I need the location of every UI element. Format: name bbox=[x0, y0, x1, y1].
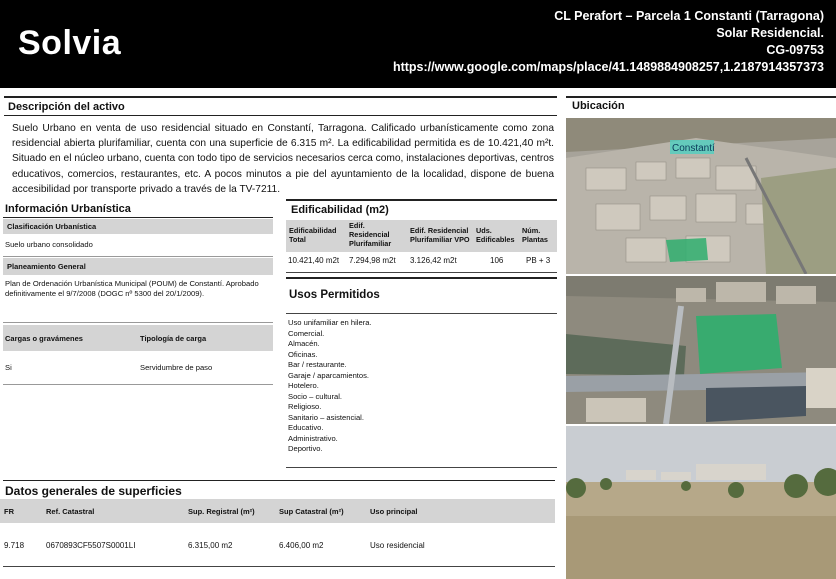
page-header bbox=[0, 0, 836, 88]
list-item: Bar / restaurante. bbox=[288, 360, 347, 369]
datos-col-fr: FR bbox=[4, 507, 14, 516]
datos-title: Datos generales de superficies bbox=[5, 484, 182, 498]
edif-col-plantas: Núm. Plantas bbox=[522, 226, 548, 244]
aerial-town-photo bbox=[566, 118, 836, 274]
datos-table-header bbox=[0, 499, 555, 523]
edif-col-vpo: Edif. Residencial Plurifamiliar VPO bbox=[410, 226, 470, 244]
edificabilidad-table-header bbox=[286, 220, 557, 252]
planeamiento-value: Plan de Ordenación Urbanística Municipal (POUM) de Constantí. Aprobado definitivamente el 9/7/2008 (DOGC nº 5300 del 20/1/2009). bbox=[5, 279, 259, 299]
clasificacion-value: Suelo urbano consolidado bbox=[5, 240, 93, 249]
edif-uds-value: 106 bbox=[490, 256, 504, 265]
divider bbox=[4, 115, 557, 116]
list-item: Religioso. bbox=[288, 402, 322, 411]
divider bbox=[3, 322, 273, 323]
divider bbox=[286, 467, 557, 468]
list-item: Sanitario – asistencial. bbox=[288, 412, 364, 422]
datos-registral-value: 6.315,00 m2 bbox=[188, 541, 233, 550]
map-town-label: Constantí bbox=[672, 143, 715, 154]
datos-catastral-value: 6.406,00 m2 bbox=[279, 541, 324, 550]
usos-title: Usos Permitidos bbox=[289, 289, 380, 301]
edif-col-uds: Uds. Edificables bbox=[476, 226, 515, 244]
ubicacion-title: Ubicación bbox=[572, 100, 625, 112]
list-item: Deportivo. bbox=[288, 444, 323, 453]
maps-link[interactable]: https://www.google.com/maps/place/41.1489884908257,1.2187914357373 bbox=[392, 60, 824, 74]
list-item: Almacén. bbox=[288, 339, 320, 348]
divider bbox=[3, 256, 273, 257]
clasificacion-label: Clasificación Urbanística bbox=[3, 219, 273, 234]
planeamiento-label: Planeamiento General bbox=[3, 258, 273, 275]
divider bbox=[286, 277, 557, 279]
usos-list bbox=[288, 318, 372, 455]
edif-total-value: 10.421,40 m2t bbox=[288, 256, 340, 265]
edif-plantas-value: PB + 3 bbox=[526, 256, 551, 265]
datos-col-catastral: Sup Catastral (m²) bbox=[279, 507, 344, 516]
datos-col-registral: Sup. Registral (m²) bbox=[188, 507, 255, 516]
list-item: Administrativo. bbox=[288, 433, 338, 443]
edif-col-plurifamiliar: Edif. Residencial Plurifamiliar bbox=[349, 221, 392, 248]
asset-address: CL Perafort – Parcela 1 Constanti (Tarragona) bbox=[554, 9, 824, 23]
tipologia-label: Tipología de carga bbox=[140, 334, 207, 343]
divider bbox=[3, 384, 273, 385]
descripcion-text: Suelo Urbano en venta de uso residencial situado en Constantí, Tarragona. Calificado urbanísticamente como zona residencial abierta plurifamiliar, cuenta con una superficie de 6.315 m². La edificabilidad permitida es de 10.421,40 m²t. Situado en el núcleo urbano, cuenta con todo tipo de servicios necesarios cerca como, instalaciones deportivas, centros educativos, comercios, restaurantes, etc. A pocos minutos a pie del ayuntamiento de la localidad, dispone de buena accesibilidad por transporte privado a través de la TV-7211. bbox=[12, 123, 554, 195]
asset-code: CG-09753 bbox=[766, 43, 824, 57]
divider bbox=[566, 96, 836, 98]
datos-col-uso: Uso principal bbox=[370, 507, 418, 516]
edif-vpo-value: 3.126,42 m2t bbox=[410, 256, 457, 265]
edif-col-total: Edificabilidad Total bbox=[289, 226, 337, 244]
list-item: Educativo. bbox=[288, 423, 324, 432]
edificabilidad-title: Edificabilidad (m2) bbox=[291, 204, 389, 216]
cargas-value: Si bbox=[5, 363, 12, 372]
info-urbanistica-title: Información Urbanística bbox=[5, 203, 131, 215]
ground-level-photo bbox=[566, 426, 836, 579]
list-item: Socio – cultural. bbox=[288, 391, 343, 401]
tipologia-value: Servidumbre de paso bbox=[140, 363, 213, 372]
list-item: Oficinas. bbox=[288, 349, 318, 359]
divider bbox=[3, 480, 555, 481]
aerial-plot-photo bbox=[566, 276, 836, 424]
solvia-logo: Solvia bbox=[18, 24, 122, 62]
datos-uso-value: Uso residencial bbox=[370, 541, 425, 550]
divider bbox=[3, 566, 555, 567]
cargas-label: Cargas o gravámenes bbox=[5, 334, 83, 343]
divider bbox=[286, 313, 557, 314]
datos-ref-value: 0670893CF5507S0001LI bbox=[46, 541, 136, 550]
asset-header-info bbox=[393, 8, 824, 76]
list-item: Garaje / aparcamientos. bbox=[288, 370, 370, 380]
datos-col-ref: Ref. Catastral bbox=[46, 507, 95, 516]
list-item: Uso unifamiliar en hilera. bbox=[288, 318, 372, 327]
divider bbox=[286, 199, 557, 201]
edif-plurifamiliar-value: 7.294,98 m2t bbox=[349, 256, 396, 265]
divider bbox=[4, 96, 557, 98]
divider bbox=[286, 272, 557, 273]
list-item: Comercial. bbox=[288, 328, 325, 338]
list-item: Hotelero. bbox=[288, 381, 319, 390]
divider bbox=[3, 217, 273, 218]
datos-fr-value: 9.718 bbox=[4, 541, 25, 550]
descripcion-title: Descripción del activo bbox=[8, 101, 125, 113]
asset-type: Solar Residencial. bbox=[716, 26, 824, 40]
